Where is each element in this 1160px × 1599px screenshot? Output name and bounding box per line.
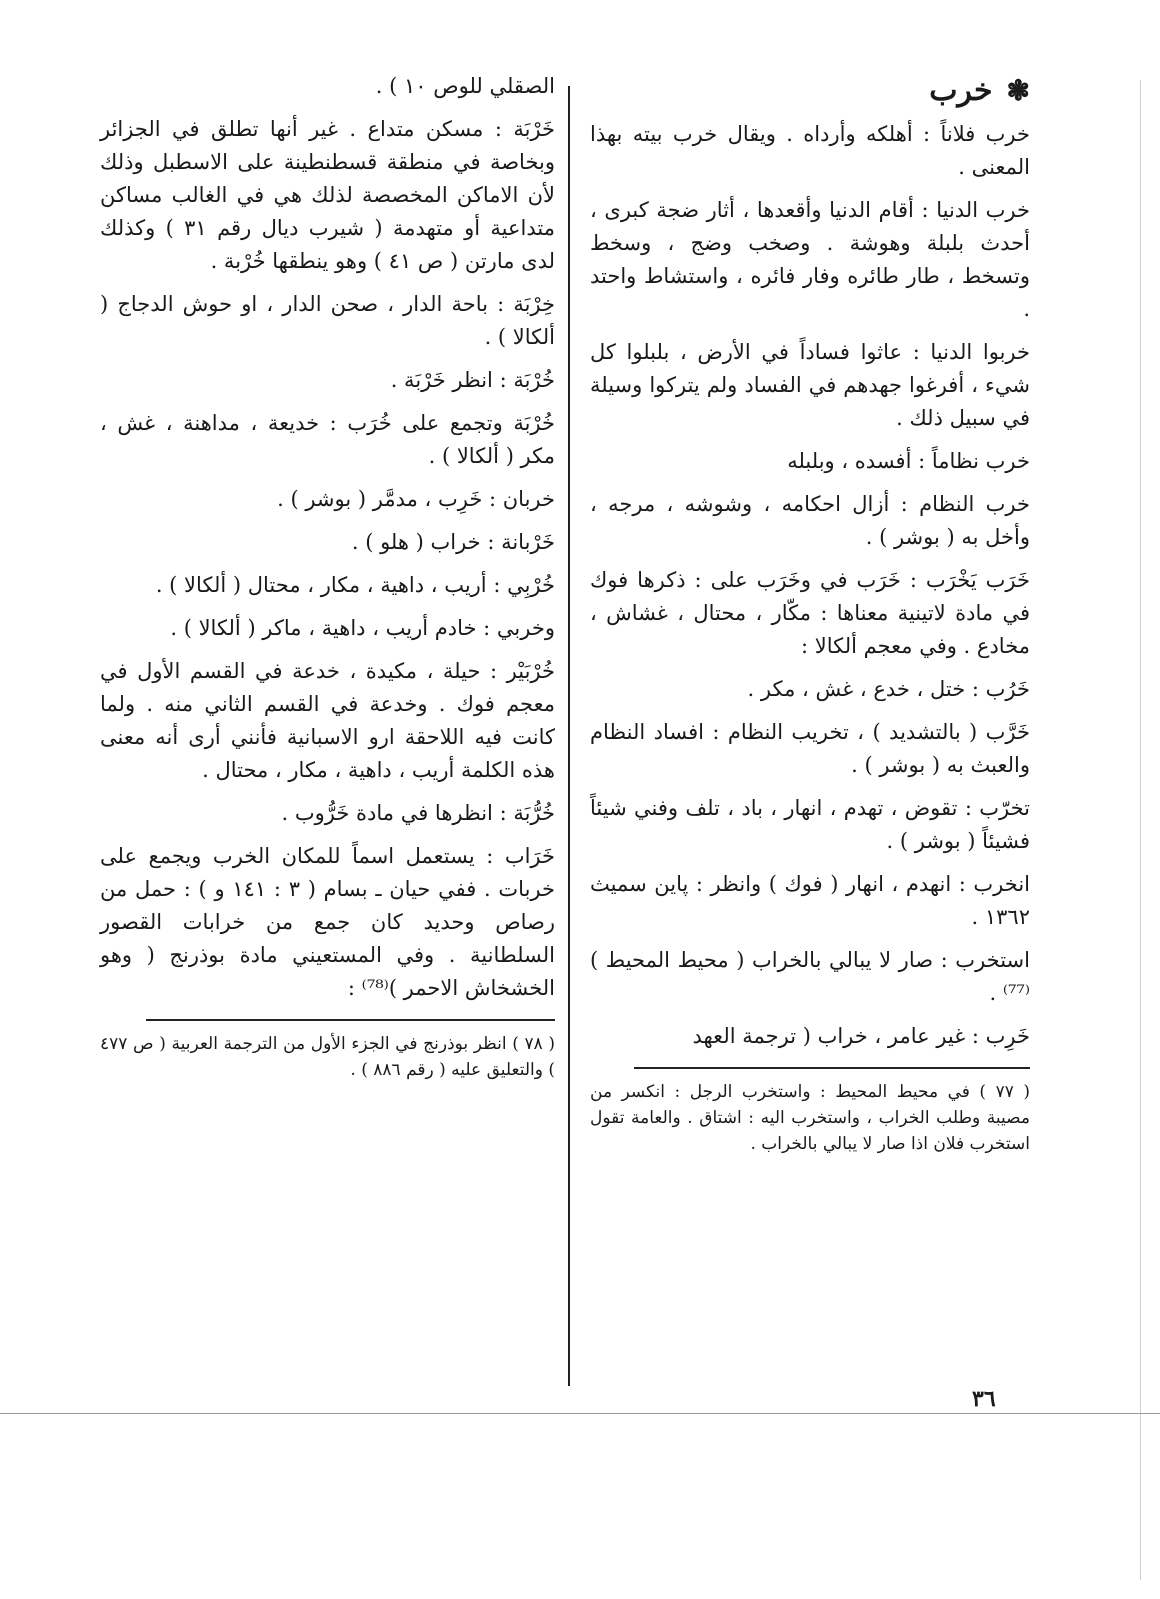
column-divider (568, 86, 570, 1386)
entry-text: خرب الدنيا : أقام الدنيا وأقعدها ، أثار ضجة كبرى ، أحدث بلبلة وهوشة . وصخب وضج ، وسخط وتسخط ، طار طائره وفار فائره ، واستشاط واحتد . (590, 198, 1030, 321)
page-bottom-line (0, 1413, 1160, 1414)
dictionary-entry (590, 1020, 1030, 1053)
dictionary-entry (590, 673, 1030, 706)
footnote-separator (146, 1019, 556, 1021)
entry-text: خَرْبانة : خراب ( هلو ) . (351, 530, 555, 554)
entry-text: انخرب : انهدم ، انهار ( فوك ) وانظر : پاين سميث ١٣٦٢ . (590, 872, 1030, 929)
dictionary-entry (100, 483, 555, 516)
entry-text: خِرْبَة : باحة الدار ، صحن الدار ، او حوش الدجاج ( ألكالا ) . (100, 292, 555, 349)
entry-text: وخربي : خادم أريب ، داهية ، ماكر ( ألكالا ) . (170, 616, 555, 640)
dictionary-entry (100, 840, 555, 1005)
footnote-77: ( ٧٧ ) في محيط المحيط : واستخرب الرجل : انكسر من مصيبة وطلب الخراب ، واستخرب اليه : اشتاق . والعامة تقول استخرب فلان اذا صار لا يبالي بالخراب . (590, 1082, 1030, 1154)
dictionary-entry (100, 70, 555, 103)
footnote-separator (634, 1067, 1030, 1069)
entry-text: خُرْبَة : انظر خَرْبَة . (390, 368, 555, 392)
entry-text: خَرَّب ( بالتشديد ) ، تخريب النظام : افساد النظام والعبث به ( بوشر ) . (590, 720, 1030, 777)
entry-text: خُرُّبَة : انظرها في مادة خَرُّوب . (281, 801, 555, 825)
scan-edge-line (1140, 80, 1141, 1580)
entry-text: خرب النظام : أزال احكامه ، وشوشه ، مرجه ، وأخل به ( بوشر ) . (590, 492, 1030, 549)
entry-text: خَرَاب : يستعمل اسماً للمكان الخرب ويجمع على خربات . ففي حيان ـ بسام ( ٣ : ١٤١ و ) : حمل من رصاص وحديد كان جمع من خرابات القصور السلطانية . وفي المستعيني مادة بوذرنج ( وهو الخشخاش الاحمر )⁽⁷⁸⁾ : (100, 844, 555, 1000)
dictionary-entry (590, 564, 1030, 663)
dictionary-entry (590, 792, 1030, 858)
entry-text: خَرَب يَخْرَب : خَرَب في وخَرَب على : ذكرها فوك في مادة لاتينية معناها : مكّار ، محتال ، غشاش ، مخادع . وفي معجم ألكالا : (590, 568, 1030, 658)
dictionary-entry (590, 944, 1030, 1010)
dictionary-entry (100, 612, 555, 645)
dictionary-entry (590, 868, 1030, 934)
dictionary-entry (590, 336, 1030, 435)
entry-text: استخرب : صار لا يبالي بالخراب ( محيط المحيط )⁽⁷⁷⁾ . (590, 948, 1030, 1005)
entry-text: خُرْبِي : أريب ، داهية ، مكار ، محتال ( ألكالا ) . (155, 573, 555, 597)
flower-star-icon: ❃ (1006, 73, 1030, 107)
right-column (590, 70, 1030, 1163)
dictionary-entry (590, 445, 1030, 478)
dictionary-entry (590, 716, 1030, 782)
entry-text: خُرْبَة وتجمع على خُرَب : خديعة ، مداهنة ، غش ، مكر ( ألكالا ) . (100, 411, 555, 468)
left-column (100, 70, 555, 1089)
head-word: خرب (929, 72, 993, 108)
entry-text: خربوا الدنيا : عاثوا فساداً في الأرض ، بلبلوا كل شيء ، أفرغوا جهدهم في الفساد ولم يتركوا وسيلة في سبيل ذلك . (590, 340, 1030, 430)
dictionary-entry (590, 488, 1030, 554)
dictionary-entry (100, 526, 555, 559)
dictionary-entry (100, 797, 555, 830)
page-number: ٣٦ (972, 1386, 996, 1412)
entry-header (590, 70, 1030, 110)
dictionary-entry (590, 194, 1030, 326)
footnote-78: ( ٧٨ ) انظر بوذرنج في الجزء الأول من الترجمة العربية ( ص ٤٧٧ ) والتعليق عليه ( رقم ٨٨٦ ) . (100, 1034, 555, 1080)
dictionary-entry (100, 655, 555, 787)
dictionary-entry (100, 364, 555, 397)
entry-text: خرب فلاناً : أهلكه وأرداه . ويقال خرب بيته بهذا المعنى . (590, 122, 1030, 179)
dictionary-entry (590, 118, 1030, 184)
dictionary-entry (100, 113, 555, 278)
entry-text: خَرِب : غير عامر ، خراب ( ترجمة العهد (692, 1024, 1030, 1048)
entry-text: الصقلي للوص ١٠ ) . (375, 74, 555, 98)
entry-text: تخرّب : تقوض ، تهدم ، انهار ، باد ، تلف وفني شيئاً فشيئاً ( بوشر ) . (590, 796, 1030, 853)
entry-text: خُرْبَيْر : حيلة ، مكيدة ، خدعة في القسم الأول في معجم فوك . وخدعة في القسم الثاني منه . ولما كانت فيه اللاحقة ارو الاسبانية فأنني أرى أنه معنى هذه الكلمة أريب ، داهية ، مكار ، محتال . (100, 659, 555, 782)
dictionary-entry (100, 569, 555, 602)
entry-text: خرب نظاماً : أفسده ، وبلبله (787, 449, 1030, 473)
dictionary-entry (100, 407, 555, 473)
entry-text: خربان : خَرِب ، مدمَّر ( بوشر ) . (277, 487, 555, 511)
entry-text: خَرْبَة : مسكن متداع . غير أنها تطلق في الجزائر وبخاصة في منطقة قسطنطينة على الاسطبل وذلك لأن الاماكن المخصصة لذلك هي في الغالب مساكن متداعية أو متهدمة ( شيرب ديال رقم ٣١ ) وكذلك لدى مارتن ( ص ٤١ ) وهو ينطقها خُرْبة . (100, 117, 555, 273)
entry-text: خَرُب : ختل ، خدع ، غش ، مكر . (747, 677, 1030, 701)
dictionary-entry (100, 288, 555, 354)
